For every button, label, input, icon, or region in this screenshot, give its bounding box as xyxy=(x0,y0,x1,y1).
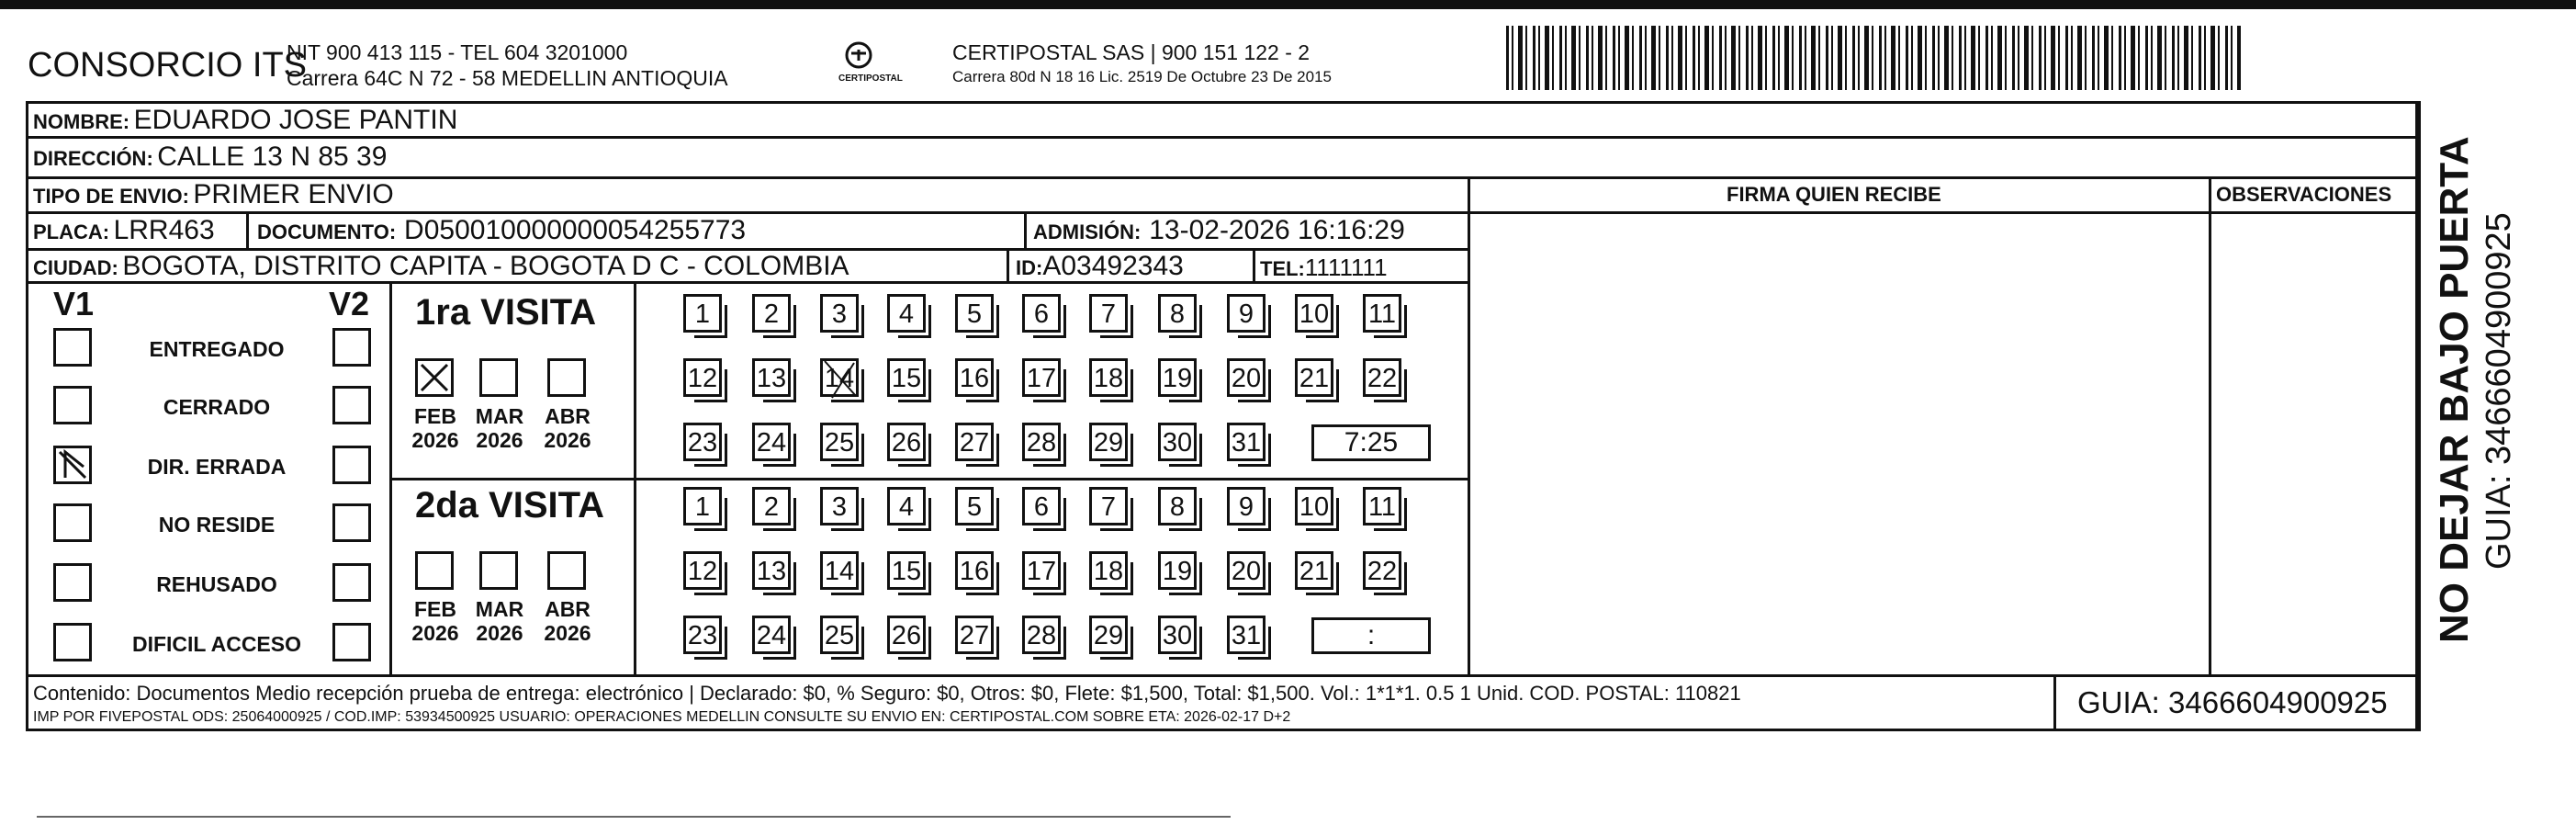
tipo-row xyxy=(33,179,394,210)
month-year: 2026 xyxy=(411,428,459,452)
day-box[interactable]: 27 xyxy=(955,423,994,461)
day-box[interactable]: 23 xyxy=(683,616,722,654)
month-name: MAR xyxy=(475,597,524,621)
visit-divider xyxy=(389,478,1468,480)
col-line xyxy=(1007,248,1009,281)
day-box[interactable]: 25 xyxy=(820,423,859,461)
v2-checkbox[interactable] xyxy=(332,328,371,367)
direccion-value: CALLE 13 N 85 39 xyxy=(157,141,388,172)
month-label xyxy=(408,404,463,452)
option-label: ENTREGADO xyxy=(149,337,285,361)
option-label: CERRADO xyxy=(163,395,271,419)
barcode xyxy=(1506,26,2241,90)
day-box[interactable]: 24 xyxy=(752,423,791,461)
day-box[interactable]: 7 xyxy=(1089,294,1128,333)
id-value: A03492343 xyxy=(1042,251,1184,281)
month-name: MAR xyxy=(475,404,524,428)
month-name: FEB xyxy=(414,597,456,621)
day-box[interactable]: 13 xyxy=(752,358,791,397)
side-guia: GUIA: 3466604900925 xyxy=(2480,212,2518,570)
row-line xyxy=(26,136,2421,139)
header-underline xyxy=(1468,211,2418,214)
col-line xyxy=(2053,674,2056,731)
day-box[interactable]: 21 xyxy=(1295,358,1333,397)
nombre-value: EDUARDO JOSE PANTIN xyxy=(133,105,458,135)
v2-checkbox[interactable] xyxy=(332,386,371,424)
day-box[interactable]: 5 xyxy=(955,294,994,333)
v1-checkbox[interactable] xyxy=(53,328,92,367)
day-box[interactable]: 8 xyxy=(1158,294,1197,333)
day-box[interactable]: 16 xyxy=(955,358,994,397)
v2-label: V2 xyxy=(329,285,370,322)
day-box[interactable]: 17 xyxy=(1022,358,1061,397)
day-box[interactable]: 6 xyxy=(1022,294,1061,333)
day-box[interactable]: 16 xyxy=(955,551,994,590)
day-box[interactable]: 8 xyxy=(1158,487,1197,526)
option-label: NO RESIDE xyxy=(158,513,276,537)
day-box[interactable]: 29 xyxy=(1089,423,1128,461)
day-box[interactable]: 1 xyxy=(683,487,722,526)
day-box[interactable]: 30 xyxy=(1158,423,1197,461)
row-line xyxy=(26,674,2421,677)
day-box[interactable]: 30 xyxy=(1158,616,1197,654)
ciudad-row xyxy=(33,251,849,282)
company-line-2: Carrera 64C N 72 - 58 MEDELLIN ANTIOQUIA xyxy=(287,66,728,90)
day-box[interactable]: 12 xyxy=(683,358,722,397)
day-box[interactable]: 9 xyxy=(1227,487,1266,526)
v1-checkbox[interactable] xyxy=(53,446,92,484)
documento-value: D050010000000054255773 xyxy=(404,215,747,245)
day-box[interactable]: 26 xyxy=(887,616,926,654)
day-box[interactable]: 15 xyxy=(887,551,926,590)
footer-guia: GUIA: 3466604900925 xyxy=(2077,685,2388,719)
day-box[interactable]: 4 xyxy=(887,294,926,333)
day-box[interactable]: 28 xyxy=(1022,616,1061,654)
id-label: ID: xyxy=(1016,256,1043,279)
tel-value: 1111111 xyxy=(1304,254,1388,281)
day-box[interactable]: 5 xyxy=(955,487,994,526)
visit2-title: 2da VISITA xyxy=(415,485,604,526)
v2-checkbox[interactable] xyxy=(332,446,371,484)
month-year: 2026 xyxy=(544,621,591,645)
day-box[interactable]: 12 xyxy=(683,551,722,590)
day-box[interactable]: 21 xyxy=(1295,551,1333,590)
tipo-label: TIPO DE ENVIO: xyxy=(33,185,189,208)
day-box[interactable]: 28 xyxy=(1022,423,1061,461)
month-year: 2026 xyxy=(411,621,459,645)
placa-row xyxy=(33,215,215,246)
day-box[interactable]: 15 xyxy=(887,358,926,397)
day-box[interactable]: 10 xyxy=(1295,487,1333,526)
month-label xyxy=(408,597,463,645)
day-box[interactable]: 20 xyxy=(1227,551,1266,590)
tipo-value: PRIMER ENVIO xyxy=(193,179,394,209)
month-checkbox[interactable] xyxy=(415,358,454,397)
day-box[interactable]: 10 xyxy=(1295,294,1333,333)
month-label xyxy=(540,404,595,452)
day-box[interactable]: 18 xyxy=(1089,358,1128,397)
footer-line-1: Contenido: Documentos Medio recepción prueba de entrega: electrónico | Declarado: $0, % Seguro: $0, Otros: $0, Flete: $1,500, Total: $1,500. Vol.: 1*1*1. 0.5 1 Unid. COD. POSTAL: 110821 xyxy=(33,682,1741,705)
placa-value: LRR463 xyxy=(113,215,215,245)
col-line xyxy=(246,211,249,248)
day-box[interactable]: 3 xyxy=(820,294,859,333)
day-box[interactable]: 25 xyxy=(820,616,859,654)
logo-text: CERTIPOSTAL xyxy=(838,73,903,84)
nombre-row xyxy=(33,105,457,136)
top-border xyxy=(0,0,2576,9)
day-box[interactable]: 26 xyxy=(887,423,926,461)
v1-checkbox[interactable] xyxy=(53,386,92,424)
carrier-line-1: CERTIPOSTAL SAS | 900 151 122 - 2 xyxy=(952,40,1310,64)
day-box[interactable]: 2 xyxy=(752,487,791,526)
admision-value: 13-02-2026 16:16:29 xyxy=(1149,215,1405,245)
day-box[interactable]: 29 xyxy=(1089,616,1128,654)
day-box[interactable]: 23 xyxy=(683,423,722,461)
month-checkbox[interactable] xyxy=(479,358,518,397)
scan-line xyxy=(37,816,1231,818)
day-box[interactable]: 17 xyxy=(1022,551,1061,590)
month-checkbox[interactable] xyxy=(547,551,586,590)
col-line xyxy=(634,281,636,674)
day-box[interactable]: 14 xyxy=(820,551,859,590)
day-box[interactable]: 7 xyxy=(1089,487,1128,526)
v1-checkbox[interactable] xyxy=(53,503,92,542)
admision-row xyxy=(1033,215,1405,246)
documento-label: DOCUMENTO: xyxy=(257,220,397,243)
month-year: 2026 xyxy=(476,621,523,645)
day-box[interactable]: 1 xyxy=(683,294,722,333)
v2-checkbox[interactable] xyxy=(332,563,371,602)
placa-label: PLACA: xyxy=(33,220,110,243)
day-box[interactable]: 4 xyxy=(887,487,926,526)
direccion-row xyxy=(33,141,387,173)
day-box[interactable]: 2 xyxy=(752,294,791,333)
month-label xyxy=(540,597,595,645)
month-checkbox[interactable] xyxy=(415,551,454,590)
day-box[interactable]: 24 xyxy=(752,616,791,654)
carrier-line-2: Carrera 80d N 18 16 Lic. 2519 De Octubre 23 De 2015 xyxy=(952,68,1332,85)
month-name: ABR xyxy=(545,404,591,428)
month-year: 2026 xyxy=(476,428,523,452)
month-checkbox[interactable] xyxy=(547,358,586,397)
day-box[interactable]: 19 xyxy=(1158,551,1197,590)
documento-row xyxy=(257,215,746,246)
ciudad-label: CIUDAD: xyxy=(33,256,118,279)
direccion-label: DIRECCIÓN: xyxy=(33,147,153,170)
month-checkbox[interactable] xyxy=(479,551,518,590)
col-line xyxy=(2209,176,2211,675)
col-line xyxy=(2415,101,2418,731)
day-box[interactable]: 22 xyxy=(1363,551,1401,590)
col-line xyxy=(1468,176,1470,675)
day-box[interactable]: 22 xyxy=(1363,358,1401,397)
day-box[interactable]: 3 xyxy=(820,487,859,526)
day-box[interactable]: 27 xyxy=(955,616,994,654)
company-line-1: NIT 900 413 115 - TEL 604 3201000 xyxy=(287,40,628,64)
day-box[interactable]: 19 xyxy=(1158,358,1197,397)
v2-checkbox[interactable] xyxy=(332,623,371,661)
visit1-title: 1ra VISITA xyxy=(415,292,597,333)
month-name: FEB xyxy=(414,404,456,428)
col-line xyxy=(1024,211,1027,248)
id-row xyxy=(1016,251,1184,282)
day-box[interactable]: 11 xyxy=(1363,487,1401,526)
day-box[interactable]: 9 xyxy=(1227,294,1266,333)
observations-header: OBSERVACIONES xyxy=(2216,183,2392,206)
side-warning: NO DEJAR BAJO PUERTA xyxy=(2432,136,2477,643)
day-box[interactable]: 6 xyxy=(1022,487,1061,526)
footer-line-2: IMP POR FIVEPOSTAL ODS: 25064000925 / COD.IMP: 53934500925 USUARIO: OPERACIONES MEDELLIN CONSULTE SU ENVIO EN: CERTIPOSTAL.COM SOBRE ETA: 2026-02-17 D+2 xyxy=(33,709,1291,725)
day-box[interactable]: 18 xyxy=(1089,551,1128,590)
tel-row xyxy=(1260,254,1388,282)
company-name: CONSORCIO ITS xyxy=(28,46,308,85)
day-box[interactable]: 11 xyxy=(1363,294,1401,333)
v1-checkbox[interactable] xyxy=(53,563,92,602)
day-box[interactable]: 31 xyxy=(1227,423,1266,461)
month-name: ABR xyxy=(545,597,591,621)
day-box[interactable]: 31 xyxy=(1227,616,1266,654)
day-box[interactable]: 20 xyxy=(1227,358,1266,397)
month-year: 2026 xyxy=(544,428,591,452)
v2-checkbox[interactable] xyxy=(332,503,371,542)
certipostal-logo xyxy=(831,39,903,94)
nombre-label: NOMBRE: xyxy=(33,110,130,133)
tel-label: TEL: xyxy=(1260,257,1305,280)
month-label xyxy=(472,404,527,452)
option-label: REHUSADO xyxy=(156,572,277,596)
col-line xyxy=(1253,248,1255,281)
admision-label: ADMISIÓN: xyxy=(1033,220,1142,243)
v1-label: V1 xyxy=(53,285,95,322)
signature-header: FIRMA QUIEN RECIBE xyxy=(1727,183,1941,206)
v1-checkbox[interactable] xyxy=(53,623,92,661)
time-box[interactable]: 7:25 xyxy=(1311,424,1431,461)
option-label: DIR. ERRADA xyxy=(147,455,287,479)
month-label xyxy=(472,597,527,645)
time-box[interactable]: : xyxy=(1311,617,1431,654)
option-label: DIFICIL ACCESO xyxy=(131,632,301,656)
day-box[interactable]: 14 xyxy=(820,358,859,397)
ciudad-value: BOGOTA, DISTRITO CAPITA - BOGOTA D C - COLOMBIA xyxy=(122,251,849,281)
day-box[interactable]: 13 xyxy=(752,551,791,590)
